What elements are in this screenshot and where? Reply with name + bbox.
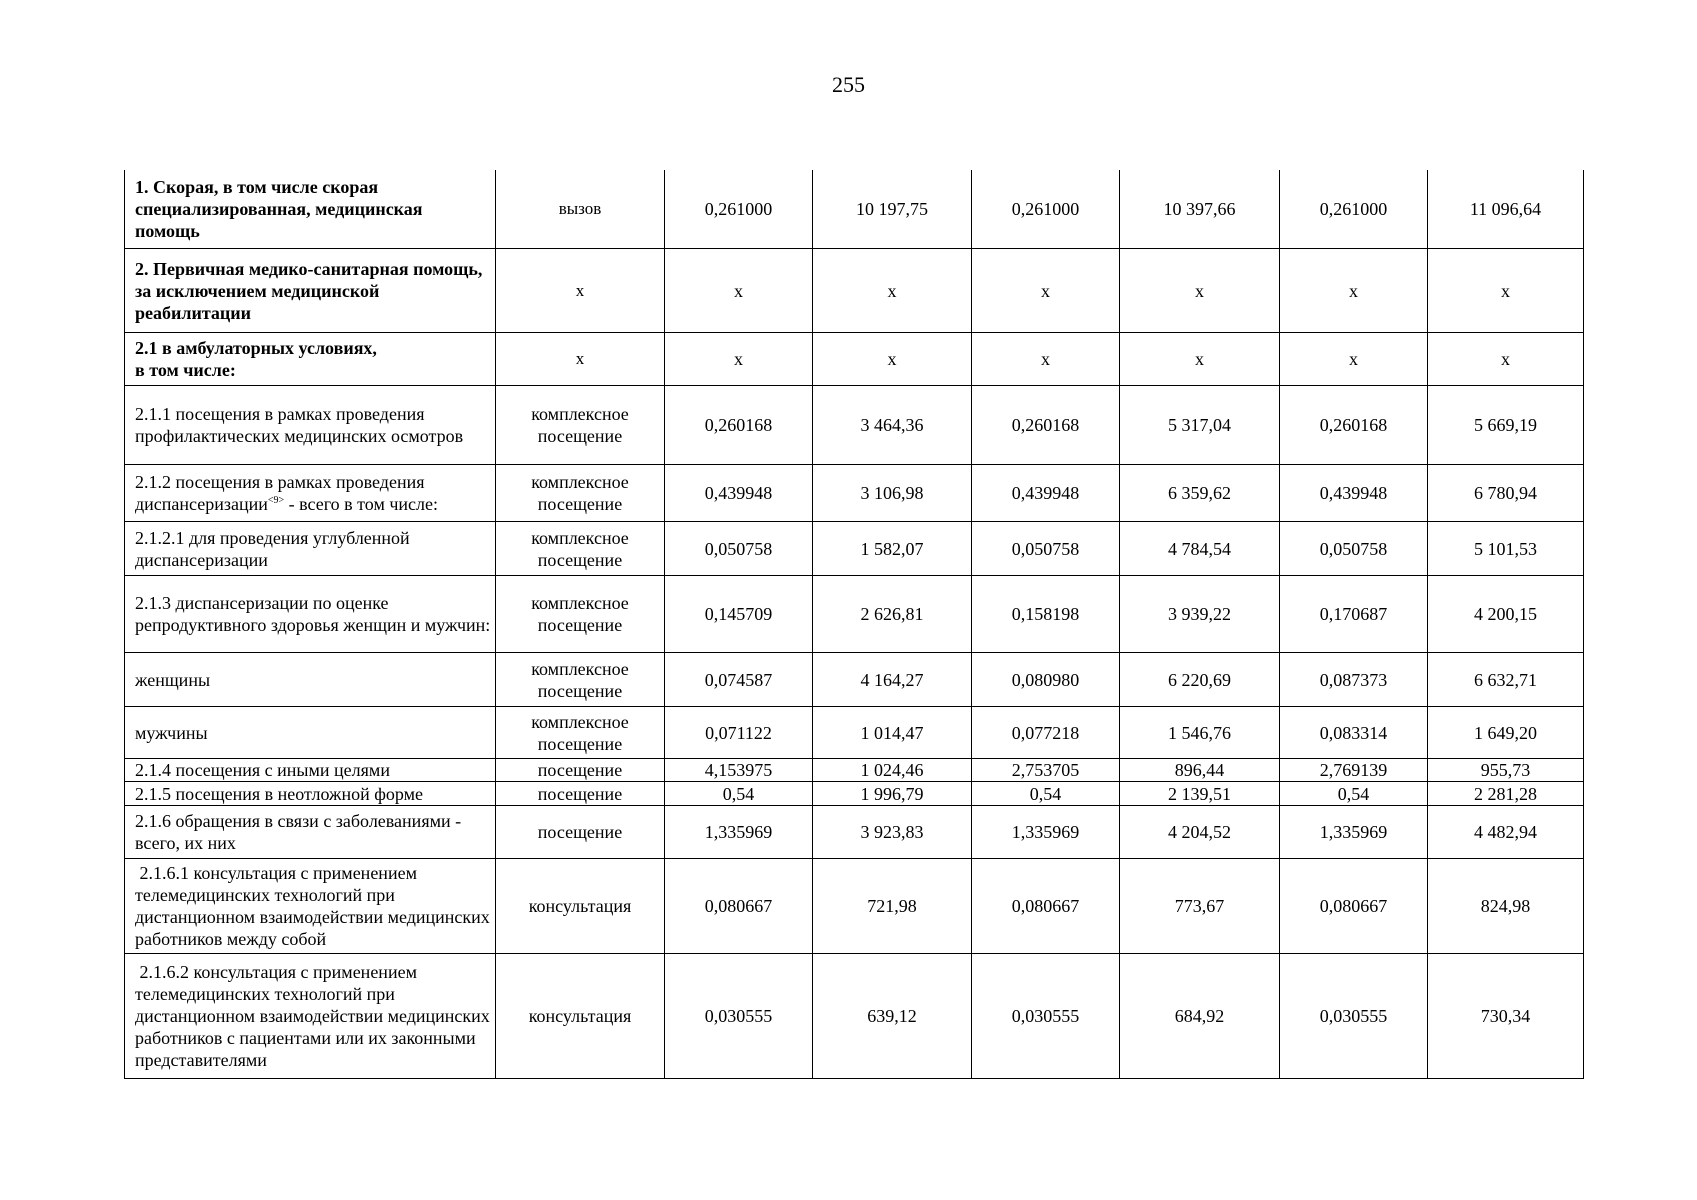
page-number: 255 <box>832 72 865 97</box>
row-name: мужчины <box>125 707 496 759</box>
value-cell: 0,260168 <box>972 386 1120 465</box>
row-name: 2. Первичная медико-санитарная помощь, за исключением медицинской реабилитации <box>125 249 496 333</box>
value-cell: 2,753705 <box>972 759 1120 782</box>
value-cell: 730,34 <box>1428 954 1584 1079</box>
value-cell: 3 939,22 <box>1120 576 1280 653</box>
value-cell: 0,080980 <box>972 653 1120 707</box>
value-cell: 1,335969 <box>665 806 813 859</box>
value-cell: х <box>1120 249 1280 333</box>
value-cell: 4 482,94 <box>1428 806 1584 859</box>
footnote-ref: <9> <box>267 495 285 506</box>
row-name: 2.1.2.1 для проведения углубленной диспансеризации <box>125 522 496 576</box>
table-body <box>125 170 1584 1079</box>
value-cell: 4 204,52 <box>1120 806 1280 859</box>
row-unit: комплексное посещение <box>496 653 665 707</box>
table-row <box>125 707 1584 759</box>
value-cell: 1,335969 <box>972 806 1120 859</box>
value-cell: х <box>1428 249 1584 333</box>
row-unit: х <box>496 249 665 333</box>
value-cell: 5 317,04 <box>1120 386 1280 465</box>
value-cell: 0,077218 <box>972 707 1120 759</box>
value-cell: 2,769139 <box>1280 759 1428 782</box>
value-cell: 721,98 <box>813 859 972 954</box>
table-row <box>125 333 1584 386</box>
value-cell: 1 014,47 <box>813 707 972 759</box>
value-cell: 2 281,28 <box>1428 782 1584 806</box>
table-row <box>125 170 1584 249</box>
value-cell: 0,54 <box>665 782 813 806</box>
value-cell: 0,439948 <box>1280 465 1428 522</box>
table-row <box>125 859 1584 954</box>
table-row <box>125 782 1584 806</box>
value-cell: 0,080667 <box>665 859 813 954</box>
row-unit: комплексное посещение <box>496 522 665 576</box>
value-cell: 773,67 <box>1120 859 1280 954</box>
value-cell: 0,080667 <box>972 859 1120 954</box>
row-unit: комплексное посещение <box>496 707 665 759</box>
value-cell: 1 546,76 <box>1120 707 1280 759</box>
row-unit: комплексное посещение <box>496 386 665 465</box>
value-cell: 0,439948 <box>665 465 813 522</box>
row-name <box>125 465 496 522</box>
value-cell: х <box>1428 333 1584 386</box>
value-cell: 0,260168 <box>1280 386 1428 465</box>
table-row <box>125 759 1584 782</box>
row-name: женщины <box>125 653 496 707</box>
value-cell: 896,44 <box>1120 759 1280 782</box>
value-cell: 2 139,51 <box>1120 782 1280 806</box>
value-cell: 0,071122 <box>665 707 813 759</box>
value-cell: 1 024,46 <box>813 759 972 782</box>
value-cell: 0,087373 <box>1280 653 1428 707</box>
row-unit: х <box>496 333 665 386</box>
value-cell: х <box>1280 249 1428 333</box>
value-cell: 0,083314 <box>1280 707 1428 759</box>
value-cell: 0,158198 <box>972 576 1120 653</box>
value-cell: 3 923,83 <box>813 806 972 859</box>
row-unit: консультация <box>496 859 665 954</box>
value-cell: 639,12 <box>813 954 972 1079</box>
value-cell: 0,170687 <box>1280 576 1428 653</box>
value-cell: 0,439948 <box>972 465 1120 522</box>
row-unit: вызов <box>496 170 665 249</box>
table-row <box>125 806 1584 859</box>
value-cell: 10 197,75 <box>813 170 972 249</box>
table-row <box>125 386 1584 465</box>
value-cell: 3 464,36 <box>813 386 972 465</box>
row-unit: посещение <box>496 759 665 782</box>
value-cell: 5 101,53 <box>1428 522 1584 576</box>
value-cell: 0,260168 <box>665 386 813 465</box>
row-name: 2.1.6.1 консультация с применением телемедицинских технологий при дистанционном взаимодействии медицинских работников между собой <box>125 859 496 954</box>
value-cell: 5 669,19 <box>1428 386 1584 465</box>
row-name: 2.1.1 посещения в рамках проведения профилактических медицинских осмотров <box>125 386 496 465</box>
row-name: 2.1 в амбулаторных условиях, в том числе: <box>125 333 496 386</box>
value-cell: 3 106,98 <box>813 465 972 522</box>
value-cell: х <box>1280 333 1428 386</box>
value-cell: 0,030555 <box>665 954 813 1079</box>
value-cell: 0,080667 <box>1280 859 1428 954</box>
value-cell: х <box>972 249 1120 333</box>
value-cell: 0,54 <box>1280 782 1428 806</box>
row-name-tail: - всего в том числе: <box>284 494 438 514</box>
value-cell: х <box>1120 333 1280 386</box>
value-cell: 4 164,27 <box>813 653 972 707</box>
row-name: 2.1.5 посещения в неотложной форме <box>125 782 496 806</box>
value-cell: х <box>813 333 972 386</box>
value-cell: х <box>665 249 813 333</box>
row-unit: консультация <box>496 954 665 1079</box>
value-cell: 0,261000 <box>972 170 1120 249</box>
value-cell: 0,050758 <box>1280 522 1428 576</box>
row-name: 2.1.6.2 консультация с применением телемедицинских технологий при дистанционном взаимодействии медицинских работников с пациентами или их законными представителями <box>125 954 496 1079</box>
value-cell: х <box>813 249 972 333</box>
row-unit: посещение <box>496 806 665 859</box>
value-cell: 955,73 <box>1428 759 1584 782</box>
value-cell: 4 784,54 <box>1120 522 1280 576</box>
table-row <box>125 465 1584 522</box>
value-cell: 0,261000 <box>665 170 813 249</box>
value-cell: 684,92 <box>1120 954 1280 1079</box>
table-row <box>125 249 1584 333</box>
row-unit: посещение <box>496 782 665 806</box>
value-cell: 0,030555 <box>972 954 1120 1079</box>
value-cell: 0,050758 <box>665 522 813 576</box>
value-cell: 4 200,15 <box>1428 576 1584 653</box>
value-cell: 1 996,79 <box>813 782 972 806</box>
row-name: 1. Скорая, в том числе скорая специализированная, медицинская помощь <box>125 170 496 249</box>
value-cell: х <box>665 333 813 386</box>
value-cell: 6 780,94 <box>1428 465 1584 522</box>
row-name: 2.1.4 посещения с иными целями <box>125 759 496 782</box>
value-cell: 0,074587 <box>665 653 813 707</box>
tariff-table <box>124 170 1584 1079</box>
row-name: 2.1.3 диспансеризации по оценке репродуктивного здоровья женщин и мужчин: <box>125 576 496 653</box>
value-cell: х <box>972 333 1120 386</box>
value-cell: 10 397,66 <box>1120 170 1280 249</box>
value-cell: 824,98 <box>1428 859 1584 954</box>
value-cell: 4,153975 <box>665 759 813 782</box>
row-unit: комплексное посещение <box>496 576 665 653</box>
value-cell: 1,335969 <box>1280 806 1428 859</box>
value-cell: 0,261000 <box>1280 170 1428 249</box>
value-cell: 1 649,20 <box>1428 707 1584 759</box>
table-row <box>125 653 1584 707</box>
row-name-text: 2.1.2 посещения в рамках проведения диспансеризации <box>135 472 425 514</box>
value-cell: 0,030555 <box>1280 954 1428 1079</box>
value-cell: 0,145709 <box>665 576 813 653</box>
row-name: 2.1.6 обращения в связи с заболеваниями - всего, их них <box>125 806 496 859</box>
row-unit: комплексное посещение <box>496 465 665 522</box>
value-cell: 6 632,71 <box>1428 653 1584 707</box>
value-cell: 0,54 <box>972 782 1120 806</box>
value-cell: 1 582,07 <box>813 522 972 576</box>
value-cell: 11 096,64 <box>1428 170 1584 249</box>
value-cell: 0,050758 <box>972 522 1120 576</box>
table-row <box>125 576 1584 653</box>
value-cell: 2 626,81 <box>813 576 972 653</box>
value-cell: 6 220,69 <box>1120 653 1280 707</box>
table-row <box>125 522 1584 576</box>
table-row <box>125 954 1584 1079</box>
value-cell: 6 359,62 <box>1120 465 1280 522</box>
